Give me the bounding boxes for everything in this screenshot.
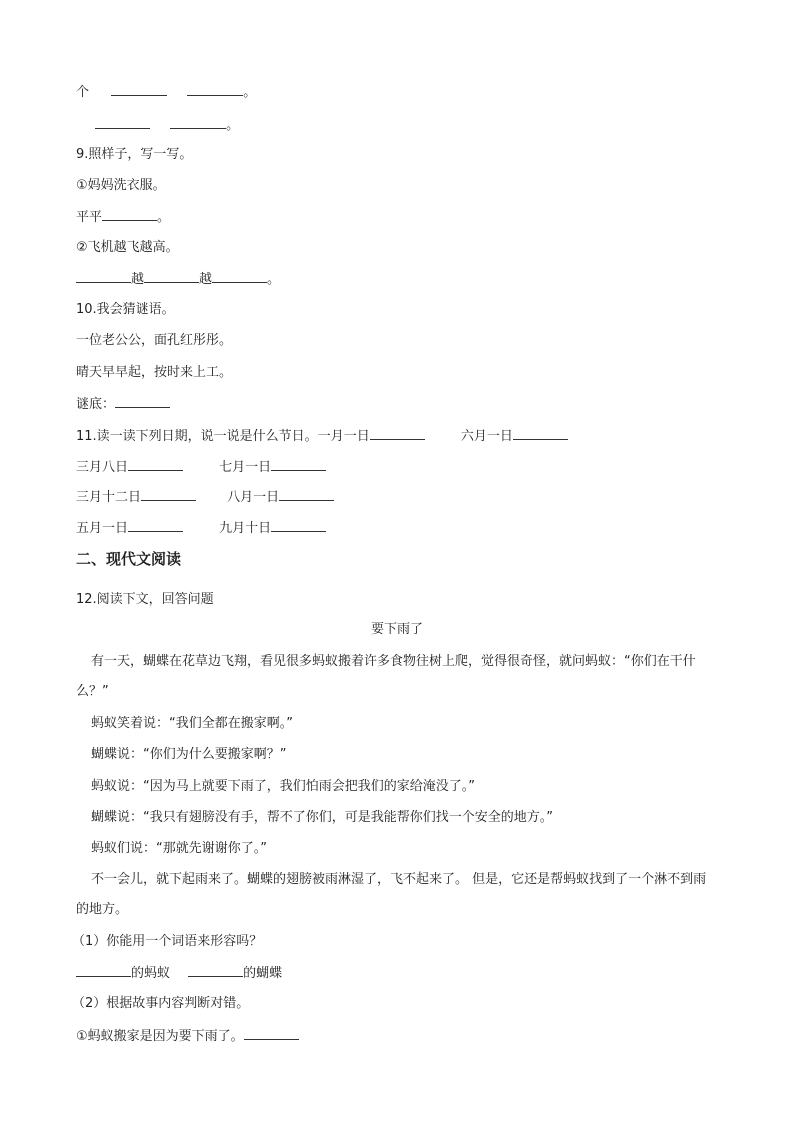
dialogue-line: 蚂蚁说：“因为马上就要下雨了，我们怕雨会把我们的家给淹没了。”: [91, 779, 475, 794]
q10-title: 10.我会猜谜语。: [76, 302, 175, 317]
yue-char: 越: [131, 272, 145, 287]
period: 。: [157, 210, 171, 225]
date-label: 七月一日: [219, 460, 272, 475]
q9-example-1: ①妈妈洗衣服。: [76, 178, 166, 193]
ge-char: 个: [76, 85, 90, 100]
dialogue-line: 蚂蚁们说：“那就先谢谢你了。”: [91, 841, 267, 856]
date-label: 八月一日: [227, 490, 280, 505]
answer-blank[interactable]: [188, 964, 243, 977]
answer-suffix: 的蝴蝶: [243, 966, 283, 981]
answer-blank[interactable]: [102, 208, 157, 221]
dialogue-line: 蝴蝶说：“你们为什么要搬家啊？”: [91, 747, 287, 762]
answer-blank[interactable]: [144, 270, 199, 283]
riddle-answer: [76, 395, 170, 414]
date-label: 六月一日: [460, 429, 513, 444]
date-label: 一月一日: [317, 429, 370, 444]
answer-blank[interactable]: [76, 270, 131, 283]
period: 。: [226, 118, 240, 133]
answer-blank[interactable]: [271, 458, 326, 471]
judge-statement: ①蚂蚁搬家是因为要下雨了。: [76, 1029, 244, 1044]
answer-blank[interactable]: [95, 116, 150, 129]
story-title: 要下雨了: [370, 622, 423, 637]
riddle-line-2: 晴天早早起，按时来上工。: [76, 365, 233, 380]
q9-prefix: 平平: [76, 210, 103, 225]
period: 。: [243, 85, 257, 100]
date-label: 五月一日: [76, 521, 129, 536]
sub-question-2: （2）根据故事内容判断对错。: [72, 996, 250, 1011]
q11-title-line: [76, 427, 568, 446]
answer-blank[interactable]: [271, 519, 326, 532]
fill-line-1: [76, 83, 256, 102]
story-paragraph-end: 不一会儿，就下起雨来了。蝴蝶的翅膀被雨淋湿了，飞不起来了。 但是，它还是帮蚂蚁找到了一个淋不到雨的地方。: [76, 872, 707, 917]
answer-blank[interactable]: [76, 964, 131, 977]
period: 。: [267, 272, 281, 287]
answer-blank[interactable]: [115, 395, 170, 408]
answer-suffix: 的蚂蚁: [131, 966, 171, 981]
q11-row: [76, 488, 334, 507]
q9-fill-1: [76, 208, 170, 227]
answer-blank[interactable]: [111, 83, 167, 96]
answer-blank[interactable]: [187, 83, 243, 96]
judge-item-1: [76, 1027, 299, 1046]
story-paragraph-1: 有一天，蝴蝶在花草边飞翔，看见很多蚂蚁搬着许多食物往树上爬，觉得很奇怪，就问蚂蚁：“你们在干什么？”: [76, 654, 696, 699]
date-label: 九月十日: [219, 521, 272, 536]
answer-blank[interactable]: [212, 270, 267, 283]
q9-title: 9.照样子，写一写。: [76, 147, 193, 162]
q9-example-2: ②飞机越飞越高。: [76, 240, 179, 255]
answer-label: 谜底：: [76, 397, 116, 412]
answer-blank[interactable]: [141, 488, 196, 501]
riddle-line-1: 一位老公公，面孔红彤彤。: [76, 333, 233, 348]
dialogue-line: 蝴蝶说：“我只有翅膀没有手，帮不了你们，可是我能帮你们找一个安全的地方。”: [91, 810, 553, 825]
q11-title: 11.读一读下列日期，说一说是什么节日。: [76, 429, 318, 444]
answer-blank[interactable]: [128, 458, 183, 471]
date-label: 三月八日: [76, 460, 129, 475]
answer-blank[interactable]: [370, 427, 425, 440]
answer-blank[interactable]: [279, 488, 334, 501]
answer-blank[interactable]: [513, 427, 568, 440]
answer-blank[interactable]: [128, 519, 183, 532]
sub-question-1: （1）你能用一个词语来形容吗？: [72, 934, 263, 949]
q9-fill-2: [76, 270, 280, 289]
dialogue-line: 蚂蚁笑着说：“我们全都在搬家啊。”: [91, 716, 293, 731]
fill-line-2: [95, 116, 239, 135]
section-heading: 二、现代文阅读: [76, 550, 182, 568]
q11-row: [76, 519, 326, 538]
q12-title: 12.阅读下文，回答问题: [76, 592, 214, 607]
q11-row: [76, 458, 326, 477]
sub-question-1-answers: [76, 964, 282, 983]
date-label: 三月十二日: [76, 490, 142, 505]
answer-blank[interactable]: [244, 1027, 299, 1040]
yue-char: 越: [199, 272, 213, 287]
answer-blank[interactable]: [170, 116, 226, 129]
